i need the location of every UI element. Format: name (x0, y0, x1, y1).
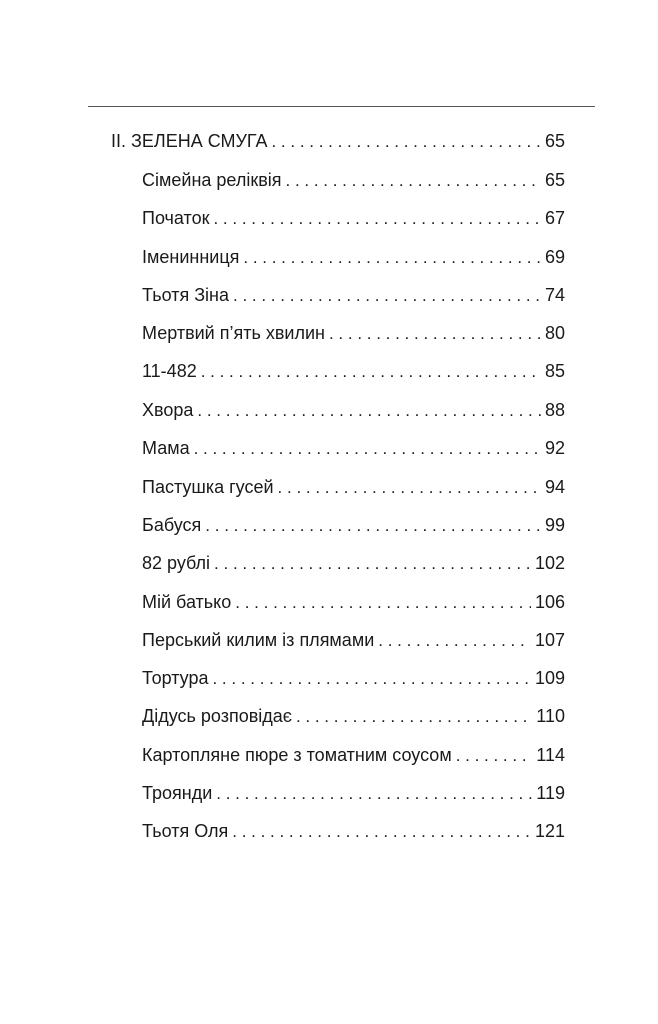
toc-entry[interactable] (142, 702, 565, 730)
toc-entry-page: 88 (544, 400, 565, 420)
toc-entry[interactable] (142, 588, 565, 616)
leader-dots (243, 244, 541, 272)
toc-entry[interactable] (142, 779, 565, 807)
toc-entry-title: Дідусь розповідає (142, 706, 292, 726)
toc-entry-page: 109 (534, 668, 565, 688)
toc-entry[interactable] (142, 166, 565, 194)
toc-entry-page: 85 (544, 361, 565, 381)
toc-entry[interactable] (142, 396, 565, 424)
leader-dots (378, 627, 531, 655)
toc-entry-page: 74 (544, 285, 565, 305)
header-rule (88, 106, 595, 107)
toc-entry-title: Троянди (142, 783, 213, 803)
toc-entry-page: 110 (536, 706, 565, 726)
toc-entry[interactable] (142, 243, 565, 271)
toc-section-heading[interactable] (111, 127, 565, 155)
toc-entry-page: 99 (544, 515, 565, 535)
toc-entry-page: 92 (544, 438, 565, 458)
toc-entry-title: Перський килим із плямами (142, 630, 375, 650)
leader-dots (213, 205, 540, 233)
toc-entry-title: Іменинниця (142, 247, 240, 267)
toc-entry-title: Тортура (142, 668, 209, 688)
leader-dots (296, 703, 532, 731)
leader-dots (212, 665, 530, 693)
toc-entry[interactable] (142, 357, 565, 385)
toc-entry[interactable] (142, 434, 565, 462)
toc-entry-title: Мій батько (142, 592, 232, 612)
toc-entry[interactable] (142, 281, 565, 309)
toc-entry-page: 102 (534, 553, 565, 573)
toc-entry[interactable] (142, 473, 565, 501)
toc-section-page: 65 (544, 131, 565, 151)
toc-entry[interactable] (142, 511, 565, 539)
toc-entry-page: 106 (534, 592, 565, 612)
toc-entry[interactable] (142, 817, 565, 845)
leader-dots (205, 512, 541, 540)
leader-dots (271, 128, 540, 156)
leader-dots (456, 742, 533, 770)
leader-dots (278, 474, 541, 502)
toc-entry-title: 82 рублі (142, 553, 211, 573)
leader-dots (235, 589, 531, 617)
leader-dots (216, 780, 532, 808)
leader-dots (194, 435, 541, 463)
toc-entry[interactable] (142, 741, 565, 769)
toc-entry-page: 69 (544, 247, 565, 267)
toc-entry-page: 80 (544, 323, 565, 343)
toc-entry[interactable] (142, 204, 565, 232)
leader-dots (201, 358, 541, 386)
toc-entry-page: 67 (544, 208, 565, 228)
toc-entry-title: Тьотя Оля (142, 821, 229, 841)
leader-dots (232, 818, 531, 846)
toc-entry[interactable] (142, 319, 565, 347)
toc-entry-title: Мама (142, 438, 190, 458)
toc-entry-page: 107 (534, 630, 565, 650)
leader-dots (329, 320, 541, 348)
toc-entry-page: 114 (536, 745, 565, 765)
leader-dots (286, 167, 541, 195)
toc-entry-page: 94 (544, 477, 565, 497)
toc-entry[interactable] (142, 626, 565, 654)
leader-dots (197, 397, 541, 425)
toc-entry-page: 121 (534, 821, 565, 841)
toc-entry-title: Сімейна реліквія (142, 170, 282, 190)
toc-entry-title: Тьотя Зіна (142, 285, 230, 305)
toc-entry-title: Мертвий п’ять хвилин (142, 323, 325, 343)
toc-entry-page: 65 (544, 170, 565, 190)
toc-entry[interactable] (142, 664, 565, 692)
toc-entry[interactable] (142, 549, 565, 577)
toc-entry-title: Початок (142, 208, 210, 228)
toc-entry-title: Картопляне пюре з томатним соусом (142, 745, 452, 765)
toc-entry-title: 11-482 (142, 361, 197, 381)
leader-dots (233, 282, 541, 310)
toc-entry-title: Пастушка гусей (142, 477, 274, 497)
toc-entry-title: Бабуся (142, 515, 202, 535)
leader-dots (214, 550, 531, 578)
toc-entry-title: Хвора (142, 400, 194, 420)
toc-entry-page: 119 (536, 783, 565, 803)
toc-section-title: II. ЗЕЛЕНА СМУГА (111, 131, 268, 151)
